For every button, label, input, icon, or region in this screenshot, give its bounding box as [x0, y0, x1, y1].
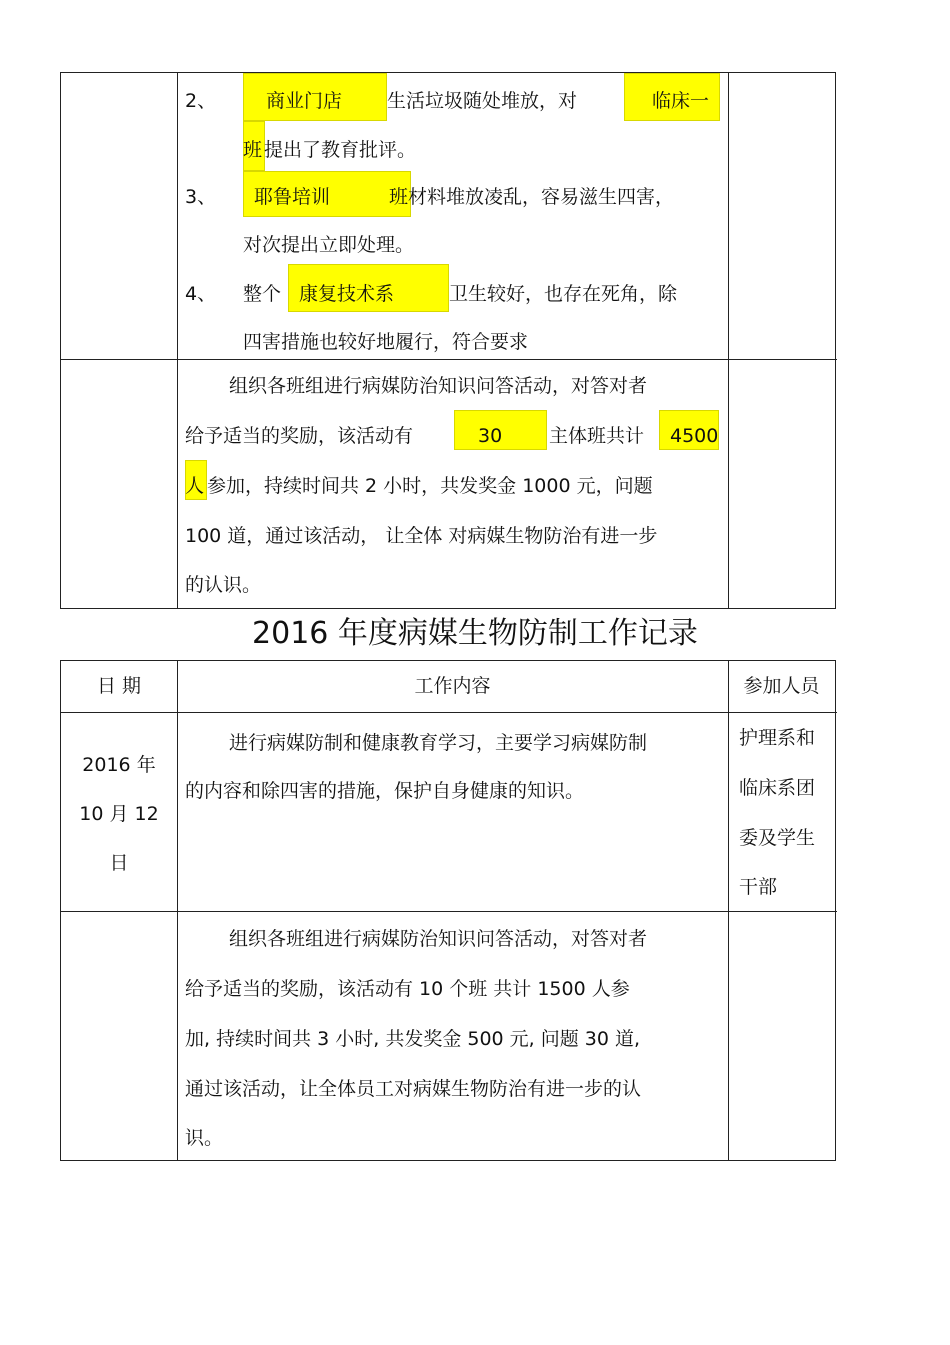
item-2-highlight-shop: 商业门店	[266, 90, 343, 112]
item-2-text-2: 提出了教育批评。	[264, 139, 417, 161]
inspection-items-row	[61, 73, 837, 359]
table-row	[61, 911, 837, 1161]
page-title: 2016 年度病媒生物防制工作记录	[252, 616, 698, 651]
item-2-number: 2、	[185, 90, 217, 112]
row-1-content-line-2: 的内容和除四害的措施，保护自身健康的知识。	[185, 780, 585, 802]
table-row	[61, 712, 837, 911]
row-1-participants-line-4: 干部	[739, 876, 778, 898]
item-3-text-2: 对次提出立即处理。	[243, 234, 415, 256]
item-2-highlight-clinical: 临床一	[652, 90, 710, 112]
item-3-highlight-training: 耶鲁培训	[254, 186, 331, 208]
item-3-number: 3、	[185, 186, 217, 208]
item-4-text: 卫生较好，也存在死角，除	[449, 283, 678, 305]
inspection-table	[60, 72, 836, 609]
item-2-text: 生活垃圾随处堆放，对	[387, 90, 578, 112]
header-participants: 参加人员	[743, 675, 820, 697]
item-4-number: 4、	[185, 283, 217, 305]
header-date: 日 期	[96, 675, 142, 697]
row-1-participants-line-1: 护理系和	[739, 727, 816, 749]
row-1-participants-line-2: 临床系团	[739, 777, 816, 799]
item-2-highlight-class: 班	[243, 139, 263, 161]
header-content: 工作内容	[414, 675, 491, 697]
row-2-content-line-4: 通过该活动，让全体员工对病媒生物防治有进一步的认	[185, 1078, 642, 1100]
row-1-date-line-2: 10 月 12	[79, 803, 159, 825]
activity-line-3: 参加，持续时间共 2 小时，共发奖金 1000 元，问题	[207, 475, 653, 497]
activity-row	[61, 359, 837, 609]
row-2-content-line-1: 组织各班组进行病媒防治知识问答活动，对答对者	[229, 928, 648, 950]
item-4-text-0: 整个	[243, 283, 282, 305]
activity-line-2b: 主体班共计	[549, 425, 645, 447]
table-header-row	[61, 661, 837, 712]
item-3-text: 班材料堆放凌乱，容易滋生四害，	[389, 186, 675, 208]
activity-line-1: 组织各班组进行病媒防治知识问答活动，对答对者	[229, 375, 648, 397]
row-2-content-line-5: 识。	[185, 1127, 224, 1149]
work-record-table	[60, 660, 836, 1161]
activity-people-count: 4500	[670, 425, 719, 447]
row-2-content-line-3: 加, 持续时间共 3 小时, 共发奖金 500 元, 问题 30 道,	[185, 1028, 641, 1050]
row-1-participants-line-3: 委及学生	[739, 827, 816, 849]
row-1-date-line-3: 日	[109, 852, 129, 874]
activity-ren: 人	[185, 475, 205, 497]
row-1-content-line-1: 进行病媒防制和健康教育学习，主要学习病媒防制	[229, 732, 648, 754]
row-2-content-line-2: 给予适当的奖励，该活动有 10 个班 共计 1500 人参	[185, 978, 630, 1000]
row-1-date-line-1: 2016 年	[82, 754, 156, 776]
item-4-highlight-rehab: 康复技术系	[299, 283, 395, 305]
activity-line-4: 100 道，通过该活动， 让全体 对病媒生物防治有进一步	[185, 525, 658, 547]
item-4-text-2: 四害措施也较好地履行，符合要求	[243, 331, 529, 353]
activity-line-5: 的认识。	[185, 574, 262, 596]
activity-line-2a: 给予适当的奖励，该活动有	[185, 425, 414, 447]
activity-classes-count: 30	[478, 425, 503, 447]
